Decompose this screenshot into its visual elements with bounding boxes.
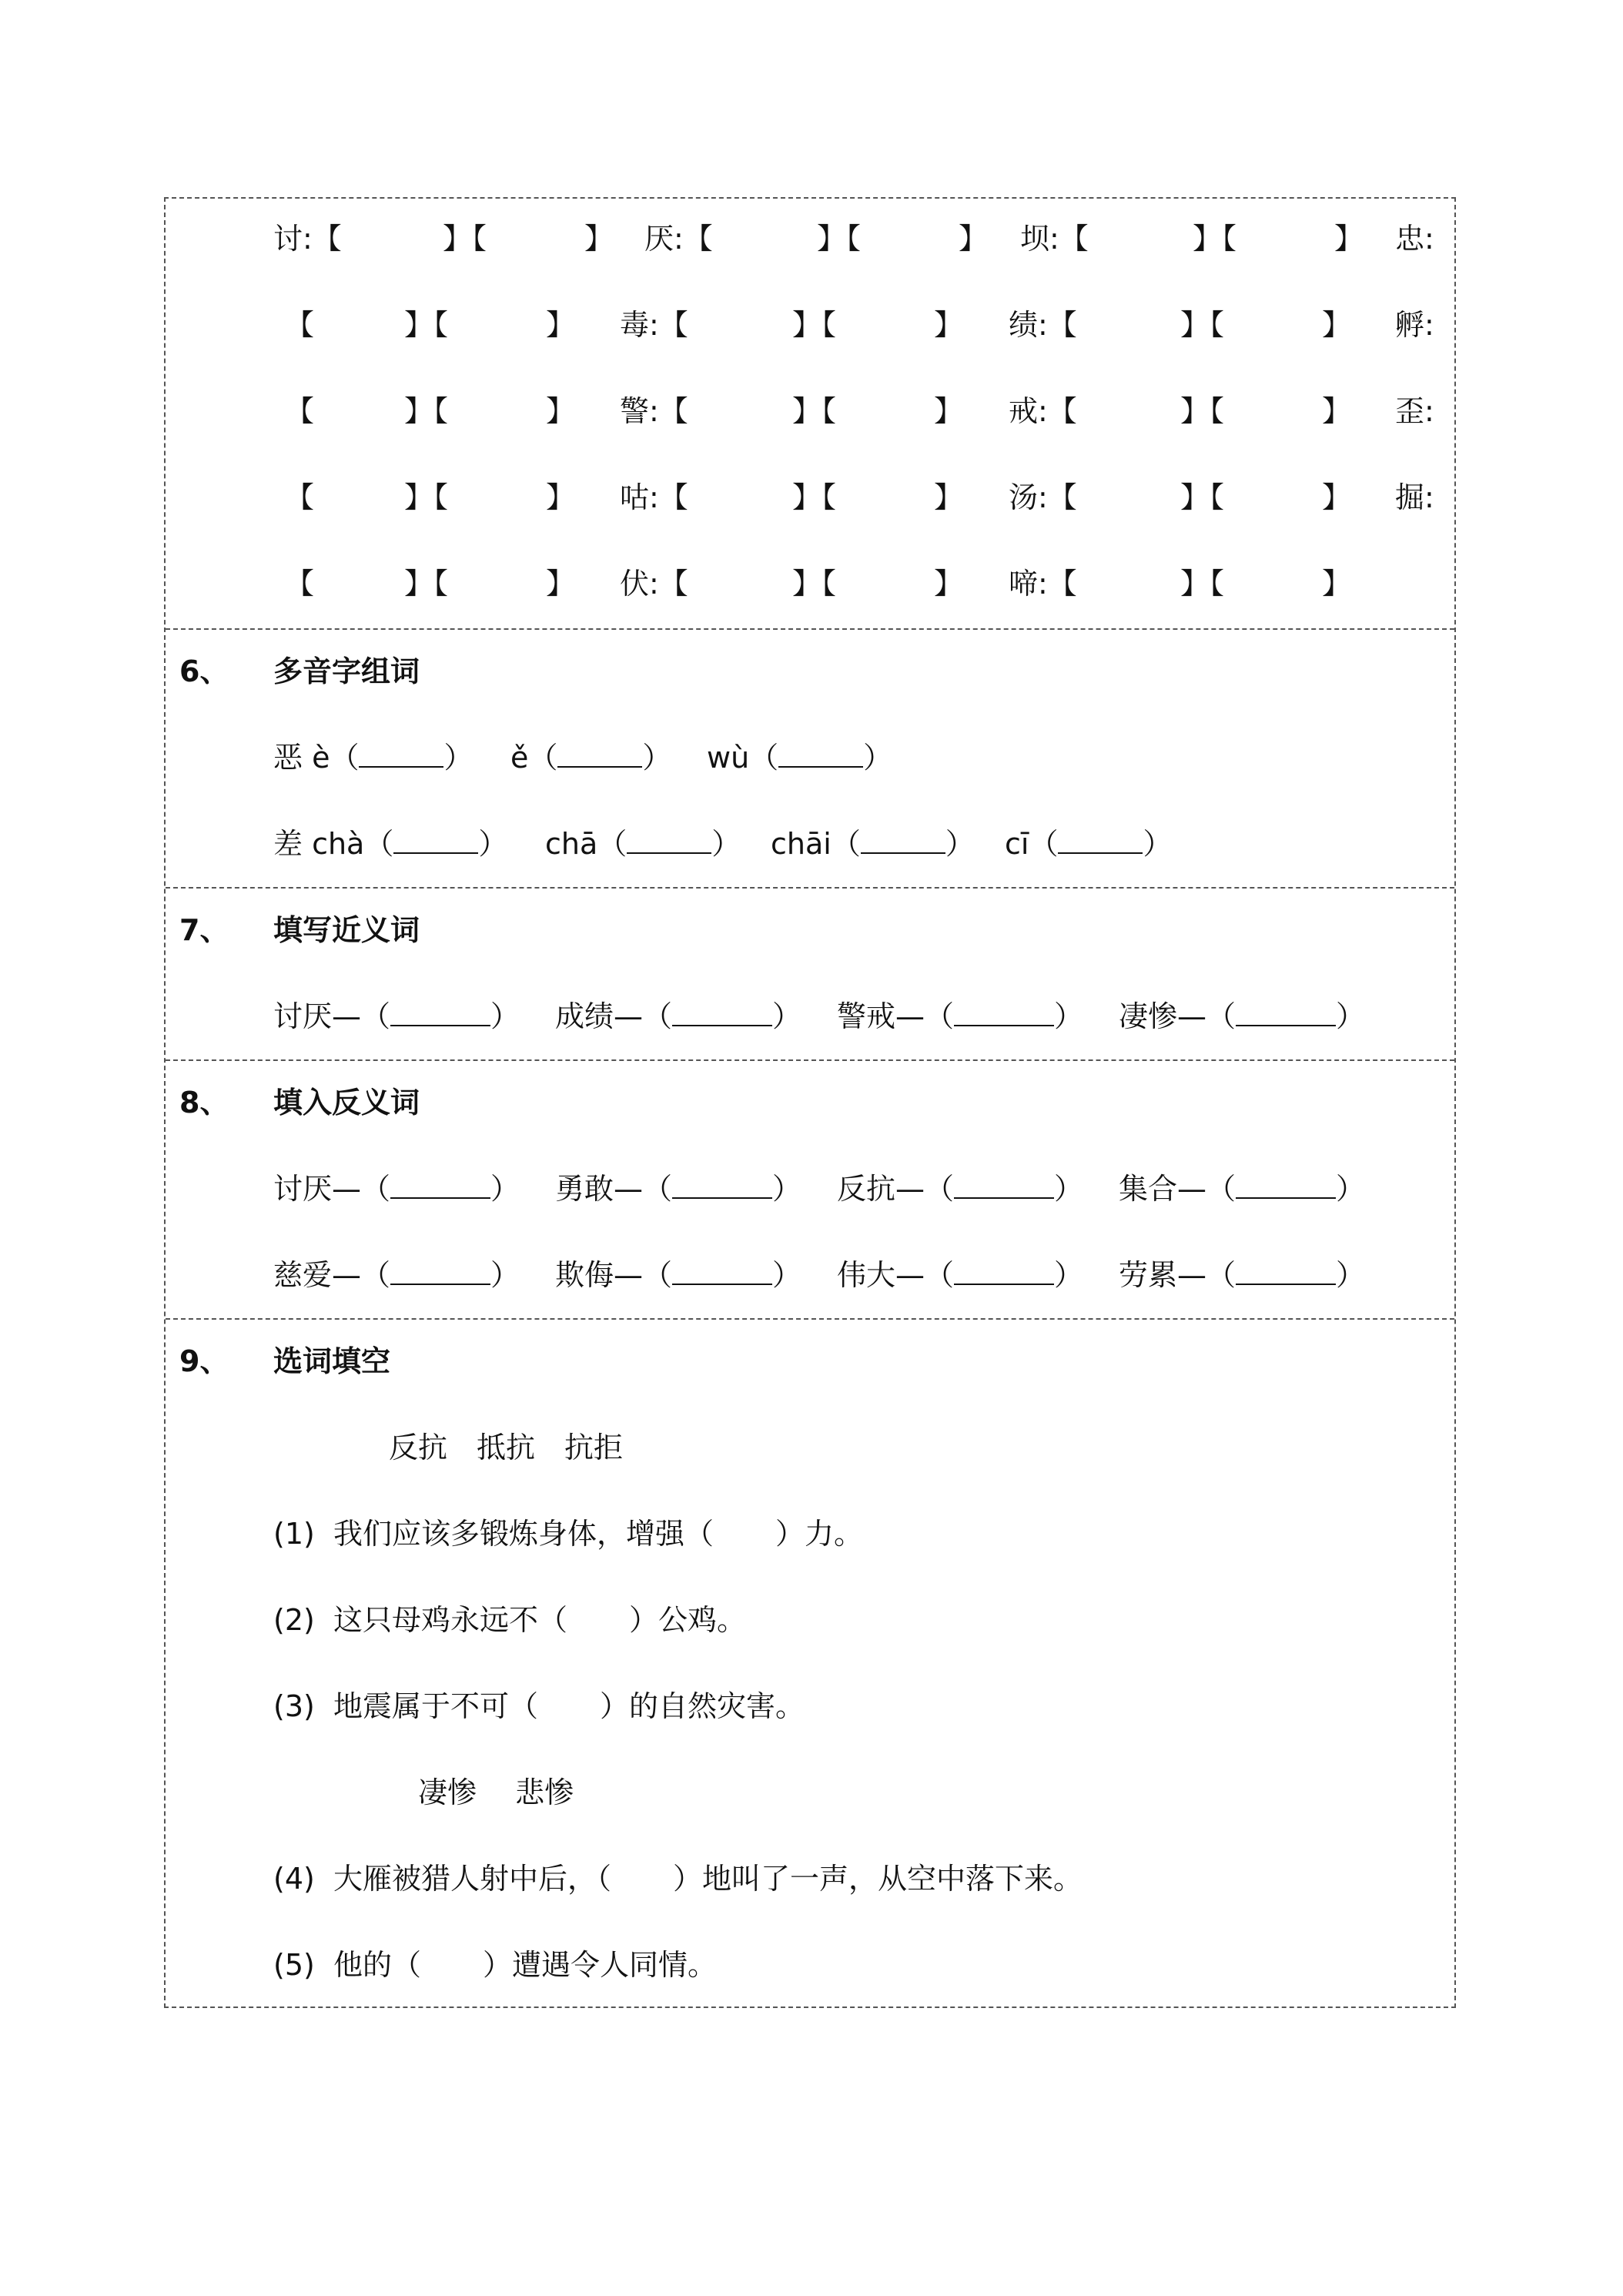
section-title: 填入反义词 — [273, 1086, 420, 1120]
paren-close: ） — [642, 741, 672, 775]
prompt: chāi（ — [771, 827, 861, 861]
paren-close: ） — [1336, 1172, 1366, 1206]
prompt: 成绩—（ — [555, 999, 673, 1033]
question-5 — [273, 1946, 717, 1983]
paren-close: ） — [1054, 999, 1084, 1033]
paren-close: ） — [490, 999, 520, 1033]
fill-line — [555, 998, 801, 1035]
prompt: 讨厌—（ — [273, 1172, 391, 1206]
answer-blank[interactable] — [672, 1279, 772, 1285]
answer-blank[interactable] — [672, 1193, 772, 1199]
fill-line — [1119, 998, 1365, 1035]
paren-close: ） — [863, 741, 893, 775]
prompt: cī（ — [1005, 827, 1059, 861]
prompt: 集合—（ — [1119, 1172, 1236, 1206]
fill-line — [273, 739, 473, 776]
prompt: 伟大—（ — [837, 1258, 955, 1292]
answer-blank[interactable] — [359, 761, 443, 768]
question-number: (2) — [273, 1603, 315, 1637]
bracket: 】【 — [792, 480, 837, 514]
paren-close: ） — [1054, 1172, 1084, 1206]
bracket: 】【 — [792, 308, 837, 342]
worksheet-table — [164, 197, 1456, 2008]
prompt: 差 chà（ — [273, 827, 394, 861]
paren-close: ） — [1336, 1258, 1366, 1292]
bracket: 】 — [1322, 394, 1352, 428]
bracket: 】【 — [1180, 480, 1225, 514]
char-label: 绩:【 — [1009, 308, 1077, 342]
paren-close: ） — [478, 827, 508, 861]
prompt: 勇敢—（ — [555, 1172, 673, 1206]
paren-close: ） — [772, 1258, 802, 1292]
fill-line — [273, 825, 507, 862]
bracket: 】【 — [404, 480, 449, 514]
section-title: 多音字组词 — [273, 654, 420, 688]
bracket: 】 — [546, 567, 576, 601]
question-number: (5) — [273, 1948, 315, 1982]
answer-blank[interactable] — [393, 848, 478, 854]
paren-close: ） — [1336, 999, 1366, 1033]
fill-line — [837, 1170, 1083, 1207]
char-label: 咕:【 — [620, 480, 688, 514]
section-title: 选词填空 — [273, 1344, 391, 1378]
prompt: wù（ — [707, 741, 779, 775]
question-4 — [273, 1860, 1083, 1897]
char-label: 厌:【 — [644, 222, 713, 256]
bracket: 】 — [1322, 308, 1352, 342]
bracket: 】【 — [404, 394, 449, 428]
bracket: 】【 — [1193, 222, 1237, 256]
question-text: 我们应该多锻炼身体，增强（ — [333, 1517, 714, 1551]
fill-line — [837, 998, 1083, 1035]
bracket: 】【 — [817, 222, 862, 256]
question-3 — [273, 1688, 805, 1725]
question-text: ）公鸡。 — [629, 1603, 747, 1637]
fill-line — [510, 739, 671, 776]
fill-line — [1119, 1170, 1365, 1207]
paren-close: ） — [772, 1172, 802, 1206]
prompt: 讨厌—（ — [273, 999, 391, 1033]
prompt: 反抗—（ — [837, 1172, 955, 1206]
fill-line — [555, 1170, 801, 1207]
prompt: 慈爱—（ — [273, 1258, 391, 1292]
bracket: 】【 — [1180, 308, 1225, 342]
question-text: ）力。 — [775, 1517, 864, 1551]
char-label: 伏:【 — [620, 567, 688, 601]
section-number: 8、 — [179, 1086, 229, 1120]
char-label: 啼:【 — [1009, 567, 1077, 601]
bracket: 【 — [285, 480, 315, 514]
answer-blank[interactable] — [778, 761, 863, 768]
paren-close: ） — [490, 1172, 520, 1206]
fill-line — [707, 739, 892, 776]
prompt: 欺侮—（ — [555, 1258, 673, 1292]
answer-blank[interactable] — [627, 848, 711, 854]
bracket: 【 — [285, 394, 315, 428]
fill-line — [771, 825, 975, 862]
bracket: 】 — [546, 394, 576, 428]
paren-close: ） — [443, 741, 474, 775]
char-label: 警:【 — [620, 394, 688, 428]
question-text: 这只母鸡永远不（ — [333, 1603, 568, 1637]
question-text: ）的自然灾害。 — [600, 1689, 805, 1723]
section-7 — [166, 887, 1454, 1061]
section-title: 填写近义词 — [273, 913, 420, 947]
prompt: 凄惨—（ — [1119, 999, 1236, 1033]
section-number: 7、 — [179, 913, 229, 947]
paren-close: ） — [945, 827, 975, 861]
answer-blank[interactable] — [1058, 848, 1143, 854]
char-label: 讨:【 — [273, 222, 342, 256]
answer-blank[interactable] — [390, 1020, 490, 1026]
paren-close: ） — [711, 827, 741, 861]
question-text: ）地叫了一声，从空中落下来。 — [673, 1862, 1083, 1896]
bracket: 】 — [584, 222, 614, 256]
prompt: ě（ — [510, 741, 558, 775]
char-label: 忠: — [1395, 222, 1434, 256]
paren-close: ） — [1054, 1258, 1084, 1292]
bracket: 【 — [285, 567, 315, 601]
question-1 — [273, 1515, 863, 1552]
question-text: ）遭遇令人同情。 — [483, 1948, 718, 1982]
answer-blank[interactable] — [954, 1279, 1054, 1285]
bracket: 】 — [959, 222, 989, 256]
paren-close: ） — [490, 1258, 520, 1292]
question-text: 大雁被猎人射中后，（ — [333, 1862, 612, 1896]
answer-blank[interactable] — [1236, 1193, 1336, 1199]
char-label: 孵: — [1395, 308, 1434, 342]
section-number: 6、 — [179, 654, 229, 688]
bracket: 】 — [934, 308, 964, 342]
bracket: 】 — [546, 480, 576, 514]
bracket: 】 — [546, 308, 576, 342]
answer-blank[interactable] — [557, 761, 642, 768]
fill-line — [837, 1257, 1083, 1294]
bracket: 】【 — [443, 222, 487, 256]
question-text: 地震属于不可（ — [333, 1689, 539, 1723]
fill-line — [273, 1170, 520, 1207]
paren-close: ） — [772, 999, 802, 1033]
fill-line — [273, 1257, 520, 1294]
bracket: 】【 — [1180, 394, 1225, 428]
fill-line — [555, 1257, 801, 1294]
prompt: chā（ — [545, 827, 627, 861]
word-choices: 反抗 抵抗 抗拒 — [389, 1431, 624, 1464]
bracket: 】【 — [404, 308, 449, 342]
fill-line — [1119, 1257, 1365, 1294]
bracket: 】 — [1322, 567, 1352, 601]
char-label: 汤:【 — [1009, 480, 1077, 514]
question-number: (3) — [273, 1689, 315, 1723]
fill-line — [1005, 825, 1172, 862]
answer-blank[interactable] — [1236, 1020, 1336, 1026]
answer-blank[interactable] — [390, 1279, 490, 1285]
bracket: 】【 — [792, 394, 837, 428]
bracket: 【 — [285, 308, 315, 342]
char-label: 歪: — [1395, 394, 1434, 428]
section-number: 9、 — [179, 1344, 229, 1378]
word-choices: 凄惨 悲惨 — [418, 1776, 574, 1809]
char-label: 毒:【 — [620, 308, 688, 342]
answer-blank[interactable] — [672, 1020, 772, 1026]
question-number: (1) — [273, 1517, 315, 1551]
section-8 — [166, 1059, 1454, 1320]
answer-blank[interactable] — [390, 1193, 490, 1199]
bracket: 】 — [1334, 222, 1364, 256]
fill-line — [273, 998, 520, 1035]
prompt: 恶 è（ — [273, 741, 360, 775]
fill-line — [545, 825, 741, 862]
bracket: 】【 — [404, 567, 449, 601]
answer-blank[interactable] — [861, 848, 945, 854]
prompt: 劳累—（ — [1119, 1258, 1236, 1292]
question-number: (4) — [273, 1862, 315, 1896]
answer-blank[interactable] — [1236, 1279, 1336, 1285]
answer-blank[interactable] — [954, 1193, 1054, 1199]
bracket: 】 — [1322, 480, 1352, 514]
bracket: 】【 — [792, 567, 837, 601]
section-9 — [166, 1318, 1454, 2008]
bracket: 】 — [934, 480, 964, 514]
bracket: 】 — [934, 567, 964, 601]
section-6 — [166, 628, 1454, 889]
char-label: 坝:【 — [1020, 222, 1089, 256]
char-label: 戒:【 — [1009, 394, 1077, 428]
question-2 — [273, 1602, 746, 1638]
char-label: 掘: — [1395, 480, 1434, 514]
bracket: 】【 — [1180, 567, 1225, 601]
question-text: 他的（ — [333, 1948, 422, 1982]
paren-close: ） — [1143, 827, 1173, 861]
prompt: 警戒—（ — [837, 999, 955, 1033]
answer-blank[interactable] — [954, 1020, 1054, 1026]
bracket: 】 — [934, 394, 964, 428]
